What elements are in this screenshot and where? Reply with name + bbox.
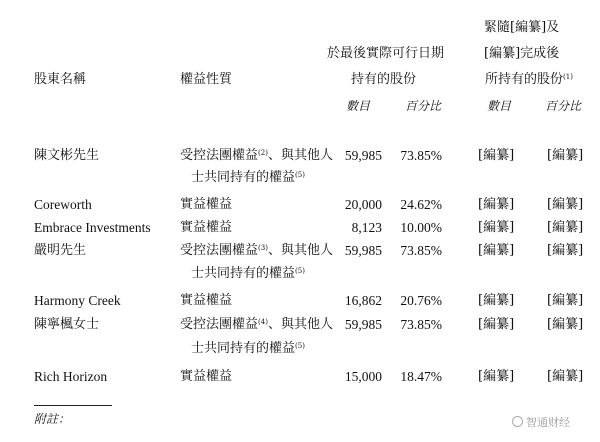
ipo-shares: [編纂] <box>478 369 515 384</box>
interest-nature: 實益權益 <box>180 220 233 235</box>
column-header-nature: 權益性質 <box>180 72 233 87</box>
ipo-percent: [編纂] <box>547 317 584 332</box>
ipo-percent: [編纂] <box>547 148 584 163</box>
shareholder-name: 嚴明先生 <box>34 243 87 258</box>
interest-nature: 受控法團權益$^{(4)}$、與其他人 <box>180 317 333 332</box>
ipo-shares: [編纂] <box>478 220 515 235</box>
shares-percent: 10.00% <box>400 220 442 235</box>
watermark: 智通财经 <box>512 414 570 430</box>
shares-percent: 73.85% <box>400 148 442 163</box>
shares-count: 8,123 <box>351 220 382 235</box>
latest-date-title-line2: 持有的股份 <box>351 72 417 87</box>
column-header-name: 股東名稱 <box>34 72 87 87</box>
interest-nature: 實益權益 <box>180 369 233 384</box>
shareholder-name: Coreworth <box>34 197 92 212</box>
ipo-shares: [編纂] <box>478 293 515 308</box>
ipo-shares: [編纂] <box>478 243 515 258</box>
shares-percent: 73.85% <box>400 243 442 258</box>
shareholder-name: Rich Horizon <box>34 369 108 384</box>
shareholder-name: Harmony Creek <box>34 293 121 308</box>
ipo-title-line3: 所持有的股份$^{(1)}$ <box>485 72 573 87</box>
interest-nature: 實益權益 <box>180 197 233 212</box>
ipo-shares: [編纂] <box>478 197 515 212</box>
subheader-number-after: 數目 <box>487 99 512 113</box>
ipo-title-line2: [編纂]完成後 <box>484 46 560 61</box>
shares-count: 59,985 <box>344 243 382 258</box>
ipo-shares: [編纂] <box>478 317 515 332</box>
shares-count: 59,985 <box>344 148 382 163</box>
interest-nature: 實益權益 <box>180 293 233 308</box>
ipo-title-line1: 緊隨[編纂]及 <box>484 20 560 35</box>
shares-count: 20,000 <box>344 197 382 212</box>
shares-count: 16,862 <box>344 293 382 308</box>
shareholder-name: 陳寧楓女士 <box>34 317 100 332</box>
shareholder-name: Embrace Investments <box>34 220 151 235</box>
shares-percent: 73.85% <box>400 317 442 332</box>
watermark-logo-icon <box>512 416 523 427</box>
notes-divider <box>34 405 112 406</box>
subheader-number: 數目 <box>346 99 371 113</box>
ipo-percent: [編纂] <box>547 369 584 384</box>
interest-nature: 受控法團權益$^{(2)}$、與其他人 <box>180 148 333 163</box>
latest-date-title-line1: 於最後實際可行日期 <box>327 46 445 61</box>
shares-percent: 24.62% <box>400 197 442 212</box>
ipo-percent: [編纂] <box>547 197 584 212</box>
ipo-percent: [編纂] <box>547 243 584 258</box>
shares-percent: 18.47% <box>400 369 442 384</box>
ipo-percent: [編纂] <box>547 220 584 235</box>
ipo-percent: [編纂] <box>547 293 584 308</box>
subheader-percent-after: 百分比 <box>545 99 582 113</box>
interest-nature-cont: 士共同持有的權益$^{(5)}$ <box>191 341 305 356</box>
interest-nature: 受控法團權益$^{(3)}$、與其他人 <box>180 243 333 258</box>
shares-percent: 20.76% <box>400 293 442 308</box>
notes-label: 附註： <box>34 412 71 426</box>
shares-count: 59,985 <box>344 317 382 332</box>
shares-count: 15,000 <box>344 369 382 384</box>
interest-nature-cont: 士共同持有的權益$^{(5)}$ <box>191 266 305 281</box>
shareholder-name: 陳文彬先生 <box>34 148 100 163</box>
ipo-shares: [編纂] <box>478 148 515 163</box>
subheader-percent: 百分比 <box>405 99 442 113</box>
interest-nature-cont: 士共同持有的權益$^{(5)}$ <box>191 170 305 185</box>
